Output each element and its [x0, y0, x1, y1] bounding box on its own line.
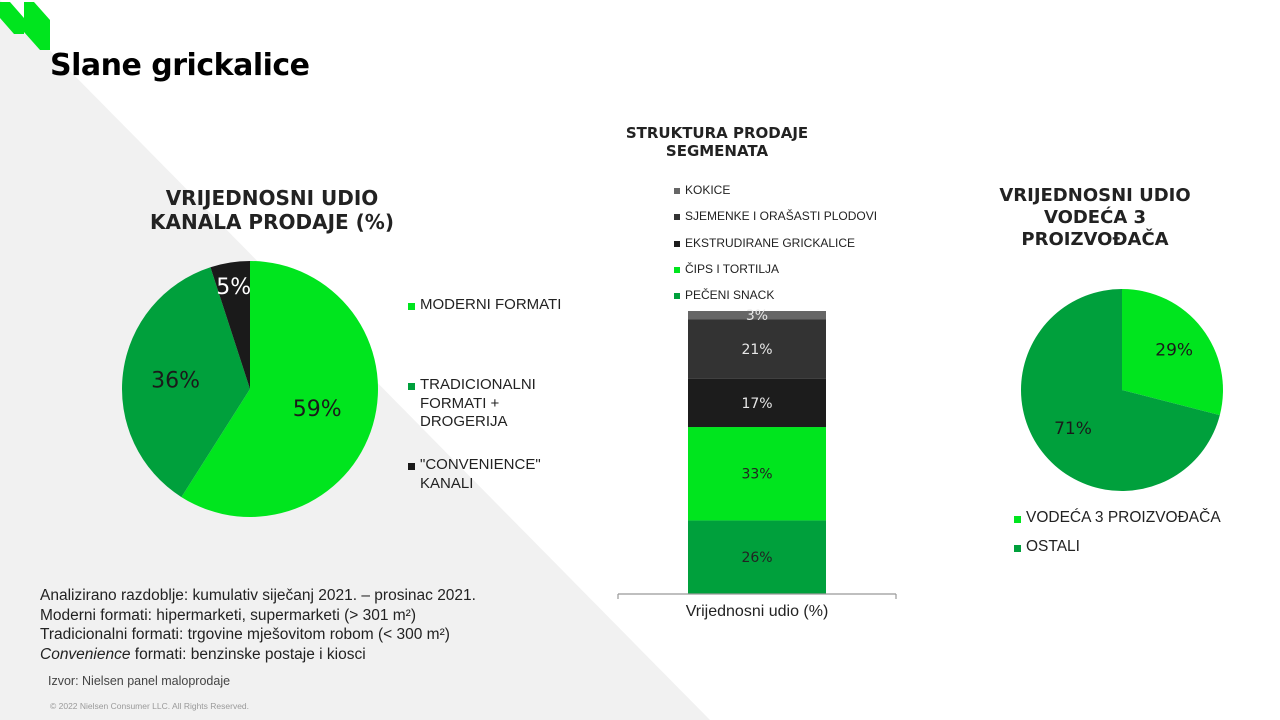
legend-swatch [408, 383, 415, 390]
segment-category-label: Vrijednosni udio (%) [685, 603, 829, 620]
note-period: Analizirano razdoblje: kumulativ siječanj 2021. – prosinac 2021. [40, 587, 476, 604]
segment-structure-title-line: STRUKTURA PRODAJE [625, 124, 809, 142]
channel-share-data-label: 59% [292, 397, 342, 423]
producers-share-data-label: 71% [1054, 418, 1092, 439]
legend-swatch [674, 293, 680, 299]
segment-structure-chart-title [612, 124, 822, 161]
note-modern-formats: Moderni formati: hipermarketi, supermarketi (> 301 m²) [40, 606, 416, 624]
page-title: Slane grickalice [50, 48, 310, 83]
producers-share-chart-title [990, 185, 1200, 251]
segment-data-label: 33% [741, 466, 773, 483]
channel-share-title-line: KANALA PRODAJE (%) [150, 210, 394, 235]
legend-swatch [408, 303, 415, 310]
legend-label: EKSTRUDIRANE GRICKALICE [685, 235, 856, 250]
copyright-note: © 2022 Nielsen Consumer LLC. All Rights Reserved. [50, 701, 250, 711]
producers-share-title-line: VRIJEDNOSNI UDIO [999, 185, 1191, 206]
producers-share-data-label: 29% [1155, 340, 1194, 361]
legend-item-segment [674, 208, 877, 224]
segment-structure-bar-chart [614, 300, 904, 630]
channel-share-data-label: 5% [216, 274, 252, 300]
source-note: Izvor: Nielsen panel maloprodaje [48, 674, 231, 688]
legend-swatch [674, 214, 680, 220]
legend-label: "CONVENIENCE" KANALI [420, 456, 541, 492]
producers-share-title-line: VODEĆA 3 [1043, 206, 1147, 228]
segment-data-label: 26% [741, 550, 773, 567]
note-convenience-italic: Convenience [40, 645, 131, 663]
legend-label: VODEĆA 3 PROIZVOĐAČA [1026, 509, 1221, 526]
legend-label: OSTALI [1026, 537, 1080, 555]
legend-swatch [1014, 516, 1021, 523]
segment-data-label: 3% [745, 308, 769, 325]
producers-share-title-line: PROIZVOĐAČA [1021, 228, 1169, 250]
legend-label: MODERNI FORMATI [420, 296, 562, 313]
channel-share-title-line: VRIJEDNOSNI UDIO [165, 186, 379, 210]
channel-share-pie-chart [120, 259, 380, 519]
note-traditional-formats: Tradicionalni formati: trgovine mješovitom robom (< 300 m²) [40, 626, 450, 643]
legend-item-producers [1014, 537, 1080, 557]
legend-swatch [408, 463, 415, 470]
legend-item-producers [1014, 508, 1221, 528]
legend-swatch [1014, 545, 1021, 552]
analysis-notes [40, 586, 476, 664]
legend-item-channel [408, 376, 536, 432]
channel-share-chart-title [120, 186, 424, 235]
legend-swatch [674, 241, 680, 247]
legend-item-segment [674, 261, 779, 277]
producers-share-pie-chart [1020, 288, 1224, 492]
legend-label: PEČENI SNACK [685, 288, 775, 303]
nielsen-logo-icon [0, 0, 52, 52]
legend-label: SJEMENKE I ORAŠASTI PLODOVI [685, 209, 878, 224]
channel-share-data-label: 36% [151, 368, 201, 394]
legend-item-channel [408, 296, 561, 315]
legend-label: ČIPS I TORTILJA [685, 261, 780, 276]
legend-swatch [674, 188, 680, 194]
legend-label: TRADICIONALNI FORMATI + DROGERIJA [420, 376, 536, 430]
legend-swatch [674, 267, 680, 273]
segment-data-label: 17% [741, 395, 773, 412]
legend-item-segment [674, 182, 730, 198]
legend-label: KOKICE [685, 183, 731, 197]
note-convenience-rest: formati: benzinske postaje i kiosci [130, 645, 366, 663]
legend-item-channel [408, 456, 541, 493]
segment-structure-title-line: SEGMENATA [665, 142, 769, 161]
segment-data-label: 21% [741, 342, 773, 359]
note-convenience-formats [40, 645, 476, 665]
legend-item-segment [674, 235, 855, 251]
